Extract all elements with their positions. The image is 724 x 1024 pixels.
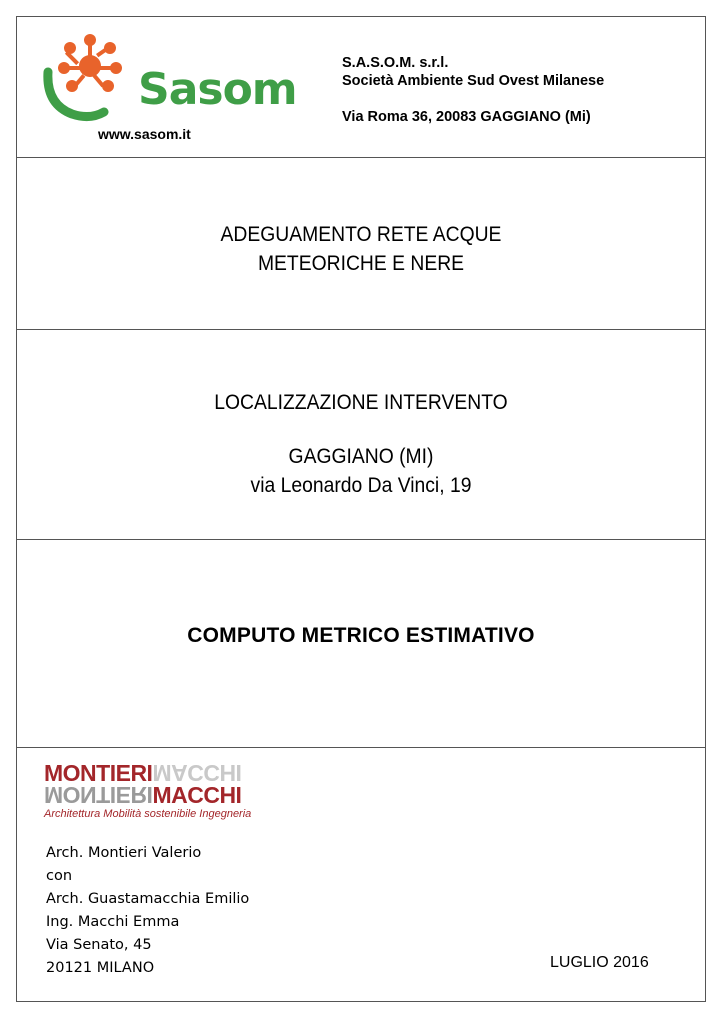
document-type-section bbox=[16, 540, 706, 748]
staff-line: Ing. Macchi Emma bbox=[46, 914, 180, 930]
location-section bbox=[16, 330, 706, 540]
staff-line: con bbox=[46, 868, 73, 884]
sasom-logo-text: Sasom bbox=[138, 64, 297, 115]
location-city: GAGGIANO (MI) bbox=[288, 445, 434, 468]
logo-tagline: Architettura Mobilità sostenibile Ingegneria bbox=[44, 808, 252, 820]
company-info bbox=[342, 54, 604, 126]
website-link[interactable]: www.sasom.it bbox=[98, 126, 191, 142]
location-address bbox=[44, 442, 679, 500]
staff-line: Arch. Guastamacchia Emilio bbox=[46, 891, 250, 907]
sasom-flower-icon bbox=[42, 28, 142, 128]
logo-word-montieri: MONTIERI bbox=[44, 760, 153, 786]
staff-line: Arch. Montieri Valerio bbox=[46, 845, 202, 861]
logo-ghost-macchi: MACCHI bbox=[152, 760, 242, 786]
logo-word-macchi: MACCHI bbox=[152, 782, 242, 808]
location-heading: LOCALIZZAZIONE INTERVENTO bbox=[214, 391, 508, 414]
logo-row-top bbox=[44, 762, 274, 784]
project-title bbox=[44, 220, 679, 278]
document-type: COMPUTO METRICO ESTIMATIVO bbox=[187, 624, 535, 647]
company-name: S.A.S.O.M. s.r.l. bbox=[342, 55, 449, 71]
project-title-line2: METEORICHE E NERE bbox=[257, 252, 465, 275]
logo-ghost-montieri: MONTIERI bbox=[44, 782, 153, 808]
company-address: Via Roma 36, 20083 GAGGIANO (Mi) bbox=[342, 109, 591, 125]
project-title-section bbox=[16, 158, 706, 330]
sasom-logo bbox=[42, 28, 297, 128]
location-street: via Leonardo Da Vinci, 19 bbox=[250, 474, 472, 497]
staff-line: 20121 MILANO bbox=[46, 960, 155, 976]
montieri-macchi-logo bbox=[44, 762, 274, 834]
staff-line: Via Senato, 45 bbox=[46, 937, 152, 953]
logo-row-bottom bbox=[44, 784, 274, 806]
staff-list bbox=[46, 842, 249, 980]
studio-section bbox=[16, 748, 706, 1002]
project-title-line1: ADEGUAMENTO RETE ACQUE bbox=[220, 223, 502, 246]
company-full-name: Società Ambiente Sud Ovest Milanese bbox=[342, 73, 605, 89]
header-section bbox=[16, 16, 706, 158]
document-date: LUGLIO 2016 bbox=[550, 954, 649, 971]
